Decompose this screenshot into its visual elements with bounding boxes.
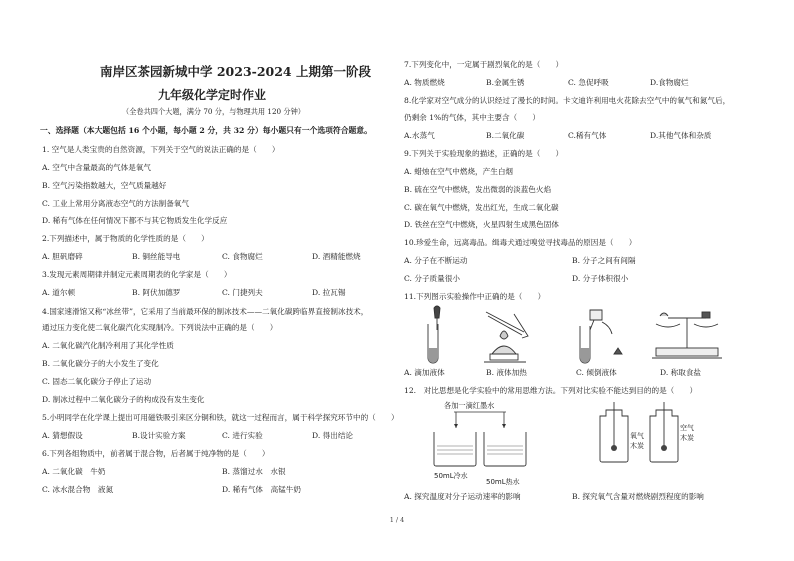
question-option: B. 空气污染指数越大，空气质量越好: [42, 181, 167, 190]
question-option: B.二氧化碳: [486, 131, 525, 140]
exam-title: 南岸区茶园新城中学 2023-2024 上期第一阶段: [100, 64, 371, 79]
question-option: B. 阿伏加德罗: [132, 288, 181, 297]
question-option: A. 物质燃烧: [404, 78, 445, 87]
question-option: A. 二氧化碳 牛奶: [42, 467, 106, 476]
question-stem: 仍剩余 1%的气体，其中主要含（ ）: [404, 113, 540, 122]
question-option: D. 分子体积很小: [572, 274, 629, 283]
gas-label-oxygen: 氧气: [630, 432, 644, 440]
question-option: D. 稀有气体 高锰牛奶: [222, 485, 301, 494]
question-stem: 2.下列描述中，属于物质的化学性质的是（ ）: [42, 234, 209, 243]
page-number: 1 / 4: [389, 516, 405, 524]
charcoal-label-right: 木炭: [680, 434, 694, 442]
q11-figures: [404, 304, 764, 366]
question-option: A. 道尔顿: [42, 288, 76, 297]
question-option: D. 铁丝在空气中燃烧，火星四射生成黑色固体: [404, 220, 559, 229]
top-label: 各加一滴红墨水: [444, 401, 495, 410]
question-option: C. 冰水混合物 液氮: [42, 485, 114, 494]
question-option: B. 蒸馏过水 水银: [222, 467, 286, 476]
question-option: D. 稀有气体在任何情况下都不与其它物质发生化学反应: [42, 216, 228, 225]
question-stem: 4.国家速滑馆又称“冰丝带”，它采用了当前最环保的制冰技术——二氧化碳跨临界直接制冰技术，: [42, 307, 369, 316]
exam-note: （全卷共四个大题，满分 70 分，与物理共用 120 分钟）: [122, 107, 305, 116]
question-option: A. 分子在不断运动: [404, 256, 468, 265]
gas-bottle-experiment-figure: [600, 402, 694, 462]
question-stem: 8.化学家对空气成分的认识经过了漫长的时间。卡文迪许利用电火花除去空气中的氧气和氮气后，: [404, 96, 731, 105]
question-stem: 10.珍爱生命，远离毒品。缉毒犬通过嗅觉寻找毒品的原因是（ ）: [404, 238, 637, 247]
question-option: B. 铜丝能导电: [132, 252, 181, 261]
question-option: A. 二氧化碳汽化制冷利用了其化学性质: [42, 341, 174, 350]
question-stem: 5.小明同学在化学课上提出可用磁铁吸引来区分铜和铁，就这一过程而言，属于科学探究环节中的（ ）: [42, 413, 399, 422]
question-option: C. 倾倒液体: [576, 368, 617, 377]
question-option: C. 食物腐烂: [222, 252, 263, 261]
question-option: D.食物腐烂: [650, 78, 689, 87]
heating-figure: [484, 312, 528, 362]
charcoal-label-left: 木炭: [630, 442, 644, 450]
question-option: A.水蒸气: [404, 131, 435, 140]
question-option: B. 分子之间有间隔: [572, 256, 636, 265]
question-option: D. 称取食盐: [660, 368, 702, 377]
question-option: D.其他气体和杂质: [650, 131, 712, 140]
question-option: C. 工业上常用分离液态空气的方法制备氧气: [42, 199, 190, 208]
question-option: D. 得出结论: [312, 431, 354, 440]
gas-label-air: 空气: [680, 424, 694, 432]
question-stem: 3.发现元素周期律并制定元素周期表的化学家是（ ）: [42, 270, 232, 279]
question-option: A. 胆矾磨碎: [42, 252, 83, 261]
beaker-label-cold: 50mL冷水: [434, 472, 468, 480]
section-heading: 一、选择题（本大题包括 16 个小题，每小题 2 分，共 32 分）每小题只有一个选项符合题意。: [40, 126, 372, 135]
question-option: A. 蜡烛在空气中燃烧，产生白烟: [404, 167, 514, 176]
question-option: C. 急促呼吸: [568, 78, 609, 87]
beaker-experiment-figure: [434, 401, 526, 486]
pouring-figure: [580, 310, 622, 363]
question-stem: 9.下列关于实验现象的描述，正确的是（ ）: [404, 149, 564, 158]
question-option: C. 门捷列夫: [222, 288, 263, 297]
question-stem: 通过压力变化使二氧化碳汽化实现制冷。下列说法中正确的是（ ）: [42, 323, 278, 332]
question-stem: 12. 对比思想是化学实验中的常用思维方法。下列对比实验不能达到目的的是（ ）: [404, 386, 698, 395]
question-option: A. 猜想假设: [42, 431, 83, 440]
question-stem: 6.下列各组物质中，前者属于混合物，后者属于纯净物的是（ ）: [42, 449, 270, 458]
question-option: B. 液体加热: [486, 368, 527, 377]
question-stem: 11.下列图示实验操作中正确的是（ ）: [404, 292, 546, 301]
question-option: B. 探究氧气含量对燃烧剧烈程度的影响: [572, 492, 704, 501]
question-option: C.稀有气体: [568, 131, 607, 140]
q12-figures: [404, 398, 764, 488]
question-option: B.设计实验方案: [132, 431, 186, 440]
beaker-label-hot: 50mL热水: [486, 478, 520, 486]
dropper-testtube-figure: [428, 306, 440, 363]
question-option: C. 分子质量很小: [404, 274, 460, 283]
question-option: B.金属生锈: [486, 78, 525, 87]
question-option: A. 滴加液体: [404, 368, 445, 377]
question-option: D. 酒精能燃烧: [312, 252, 361, 261]
question-stem: 1. 空气是人类宝贵的自然资源，下列关于空气的说法正确的是（ ）: [42, 145, 280, 154]
question-option: B. 二氧化碳分子的大小发生了变化: [42, 359, 159, 368]
question-option: D. 制冰过程中二氧化碳分子的构成没有发生变化: [42, 395, 205, 404]
question-option: A. 探究温度对分子运动速率的影响: [404, 492, 521, 501]
question-option: B. 硫在空气中燃烧，发出微弱的淡蓝色火焰: [404, 185, 552, 194]
question-option: C. 碳在氧气中燃烧，发出红光，生成二氧化碳: [404, 203, 559, 212]
question-option: D. 拉瓦锡: [312, 288, 346, 297]
question-option: A. 空气中含量最高的气体是氧气: [42, 163, 152, 172]
exam-subtitle: 九年级化学定时作业: [158, 88, 267, 102]
balance-figure: [652, 312, 722, 358]
question-stem: 7.下列变化中，一定属于剧烈氧化的是（ ）: [404, 60, 564, 69]
question-option: C. 固态二氧化碳分子停止了运动: [42, 377, 152, 386]
question-option: C. 进行实验: [222, 431, 263, 440]
